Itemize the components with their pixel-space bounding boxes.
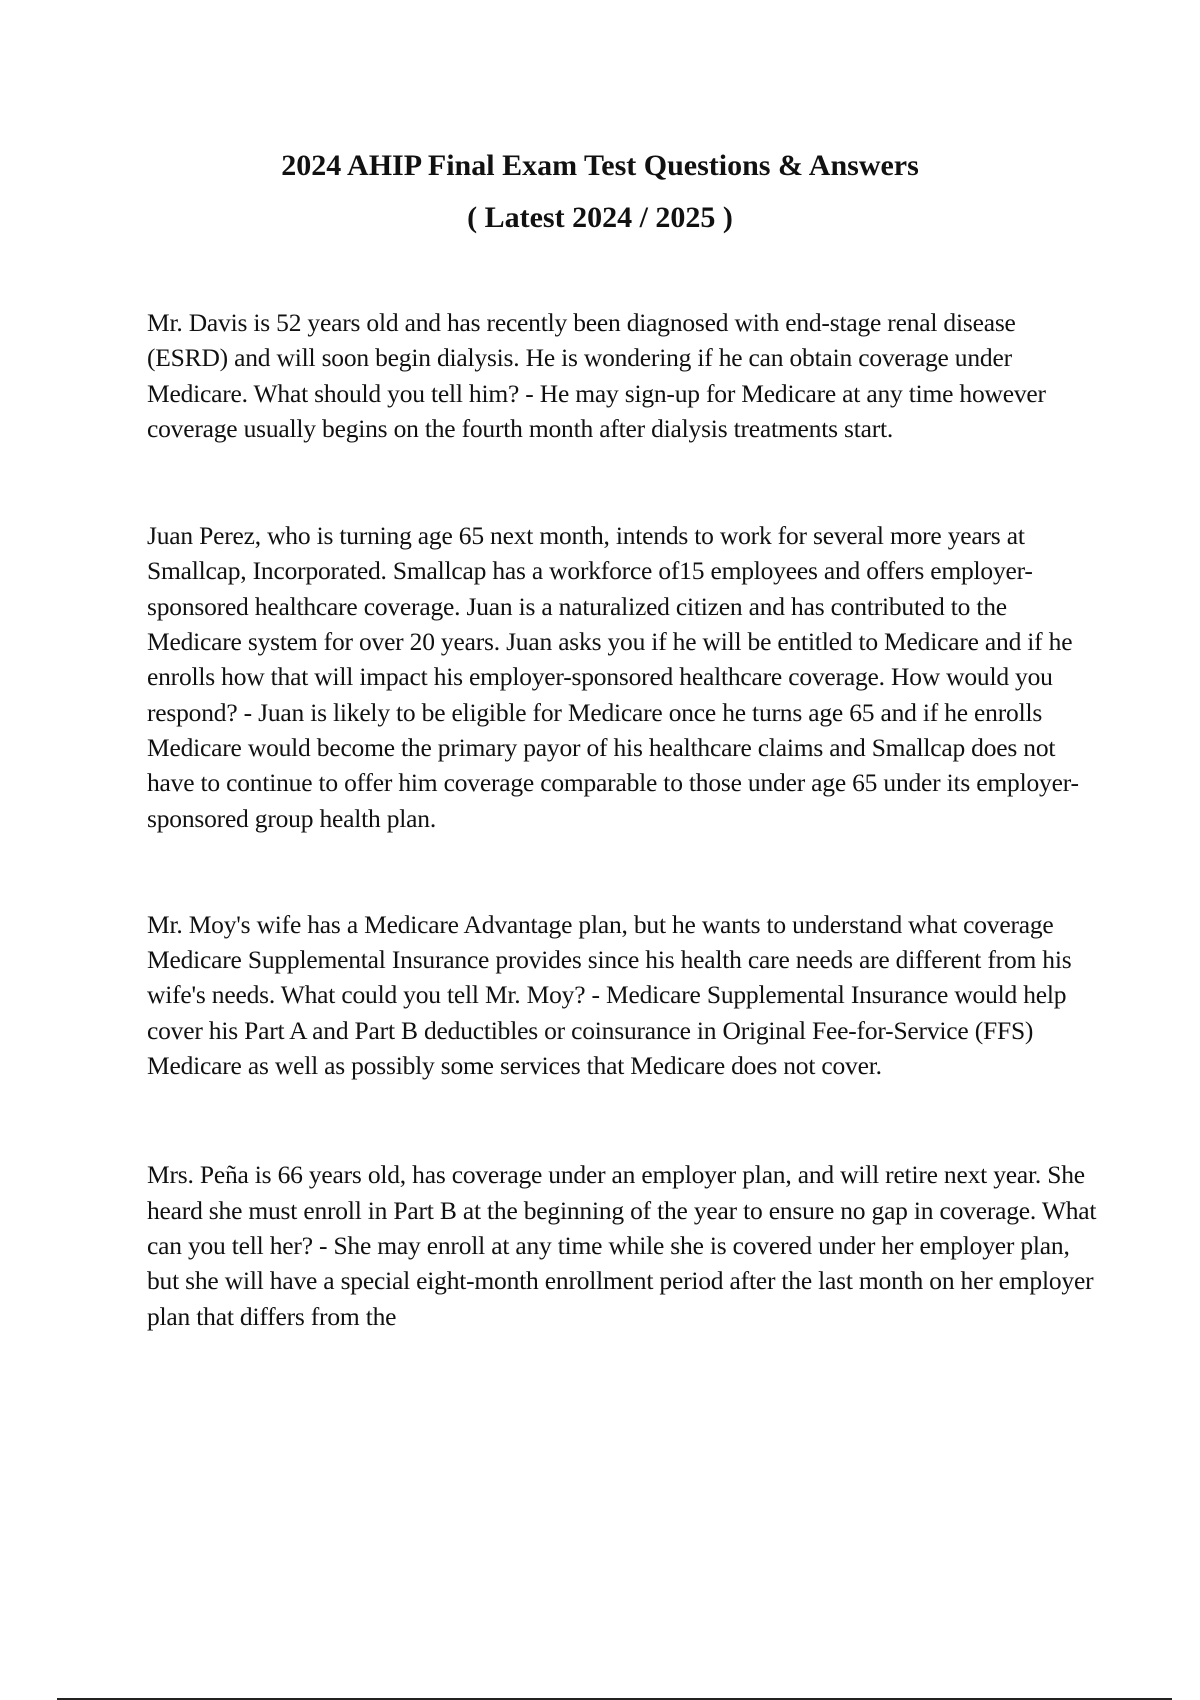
document-subtitle: ( Latest 2024 / 2025 ) xyxy=(467,201,733,234)
qa-item-davis: Mr. Davis is 52 years old and has recently been diagnosed with end-stage renal disease (ESRD) and will soon begin dialysis. He is wondering if he can obtain coverage under Medicare. What should you tell him? - He may sign-up for Medicare at any time however coverage usually begins on the fourth month after dialysis treatments start. xyxy=(147,308,1046,443)
qa-item-perez: Juan Perez, who is turning age 65 next month, intends to work for several more years at Smallcap, Incorporated. Smallcap has a workforce of15 employees and offers employer-sponsored healthcare coverage. Juan is a naturalized citizen and has contributed to the Medicare system for over 20 years. Juan asks you if he will be entitled to Medicare and if he enrolls how that will impact his employer-sponsored healthcare coverage. How would you respond? - Juan is likely to be eligible for Medicare once he turns age 65 and if he enrolls Medicare would become the primary payor of his healthcare claims and Smallcap does not have to continue to offer him coverage comparable to those under age 65 under its employer-sponsored group health plan. xyxy=(147,521,1079,833)
qa-item-pena: Mrs. Peña is 66 years old, has coverage under an employer plan, and will retire next year. She heard she must enroll in Part B at the beginning of the year to ensure no gap in coverage. What can you tell her? - She may enroll at any time while she is covered under her employer plan, but she will have a special eight-month enrollment period after the last month on her employer plan that differs from the xyxy=(147,1160,1097,1331)
document-title: 2024 AHIP Final Exam Test Questions & Answers xyxy=(281,149,919,182)
question-answer-list xyxy=(147,305,1097,1405)
qa-item-moy: Mr. Moy's wife has a Medicare Advantage plan, but he wants to understand what coverage Medicare Supplemental Insurance provides since his health care needs are different from his wife's needs. What could you tell Mr. Moy? - Medicare Supplemental Insurance would help cover his Part A and Part B deductibles or coinsurance in Original Fee-for-Service (FFS) Medicare as well as possibly some services that Medicare does not cover. xyxy=(147,909,1072,1081)
document-header xyxy=(0,140,1200,244)
